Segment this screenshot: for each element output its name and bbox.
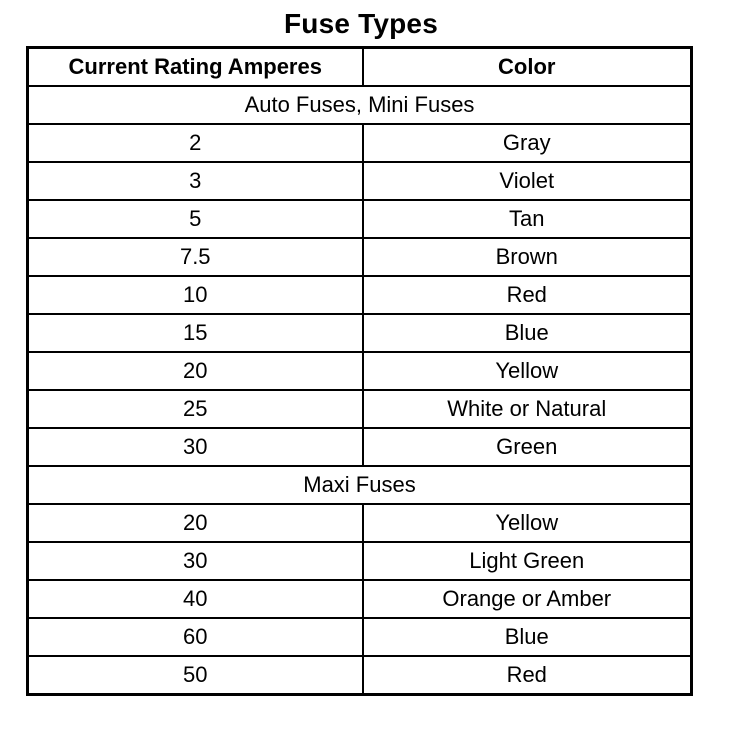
section-row-auto-mini-fuses <box>28 86 692 124</box>
color-cell: Green <box>363 428 692 466</box>
rating-cell: 15 <box>28 314 363 352</box>
table-row <box>28 162 692 200</box>
section-label: Auto Fuses, Mini Fuses <box>28 86 692 124</box>
color-cell: Red <box>363 276 692 314</box>
table-row <box>28 542 692 580</box>
rating-cell: 7.5 <box>28 238 363 276</box>
table-row <box>28 656 692 695</box>
table-header-row <box>28 48 692 87</box>
table-row <box>28 618 692 656</box>
table-row <box>28 124 692 162</box>
rating-cell: 3 <box>28 162 363 200</box>
table-row <box>28 428 692 466</box>
rating-cell: 30 <box>28 542 363 580</box>
section-label: Maxi Fuses <box>28 466 692 504</box>
color-cell: Blue <box>363 618 692 656</box>
table-row <box>28 200 692 238</box>
rating-cell: 60 <box>28 618 363 656</box>
table-row <box>28 314 692 352</box>
table-row <box>28 390 692 428</box>
rating-cell: 10 <box>28 276 363 314</box>
color-cell: Yellow <box>363 504 692 542</box>
column-header-color: Color <box>363 48 692 87</box>
color-cell: Tan <box>363 200 692 238</box>
color-cell: Brown <box>363 238 692 276</box>
table-row <box>28 276 692 314</box>
color-cell: Blue <box>363 314 692 352</box>
rating-cell: 2 <box>28 124 363 162</box>
rating-cell: 30 <box>28 428 363 466</box>
table-row <box>28 580 692 618</box>
rating-cell: 5 <box>28 200 363 238</box>
fuse-types-table <box>26 46 693 696</box>
color-cell: Yellow <box>363 352 692 390</box>
rating-cell: 20 <box>28 504 363 542</box>
color-cell: White or Natural <box>363 390 692 428</box>
color-cell: Gray <box>363 124 692 162</box>
table-row <box>28 352 692 390</box>
page-title: Fuse Types <box>284 8 438 39</box>
rating-cell: 20 <box>28 352 363 390</box>
table-row <box>28 238 692 276</box>
color-cell: Orange or Amber <box>363 580 692 618</box>
color-cell: Red <box>363 656 692 695</box>
column-header-current-rating: Current Rating Amperes <box>28 48 363 87</box>
color-cell: Violet <box>363 162 692 200</box>
color-cell: Light Green <box>363 542 692 580</box>
section-row-maxi-fuses <box>28 466 692 504</box>
rating-cell: 50 <box>28 656 363 695</box>
rating-cell: 40 <box>28 580 363 618</box>
table-row <box>28 504 692 542</box>
rating-cell: 25 <box>28 390 363 428</box>
